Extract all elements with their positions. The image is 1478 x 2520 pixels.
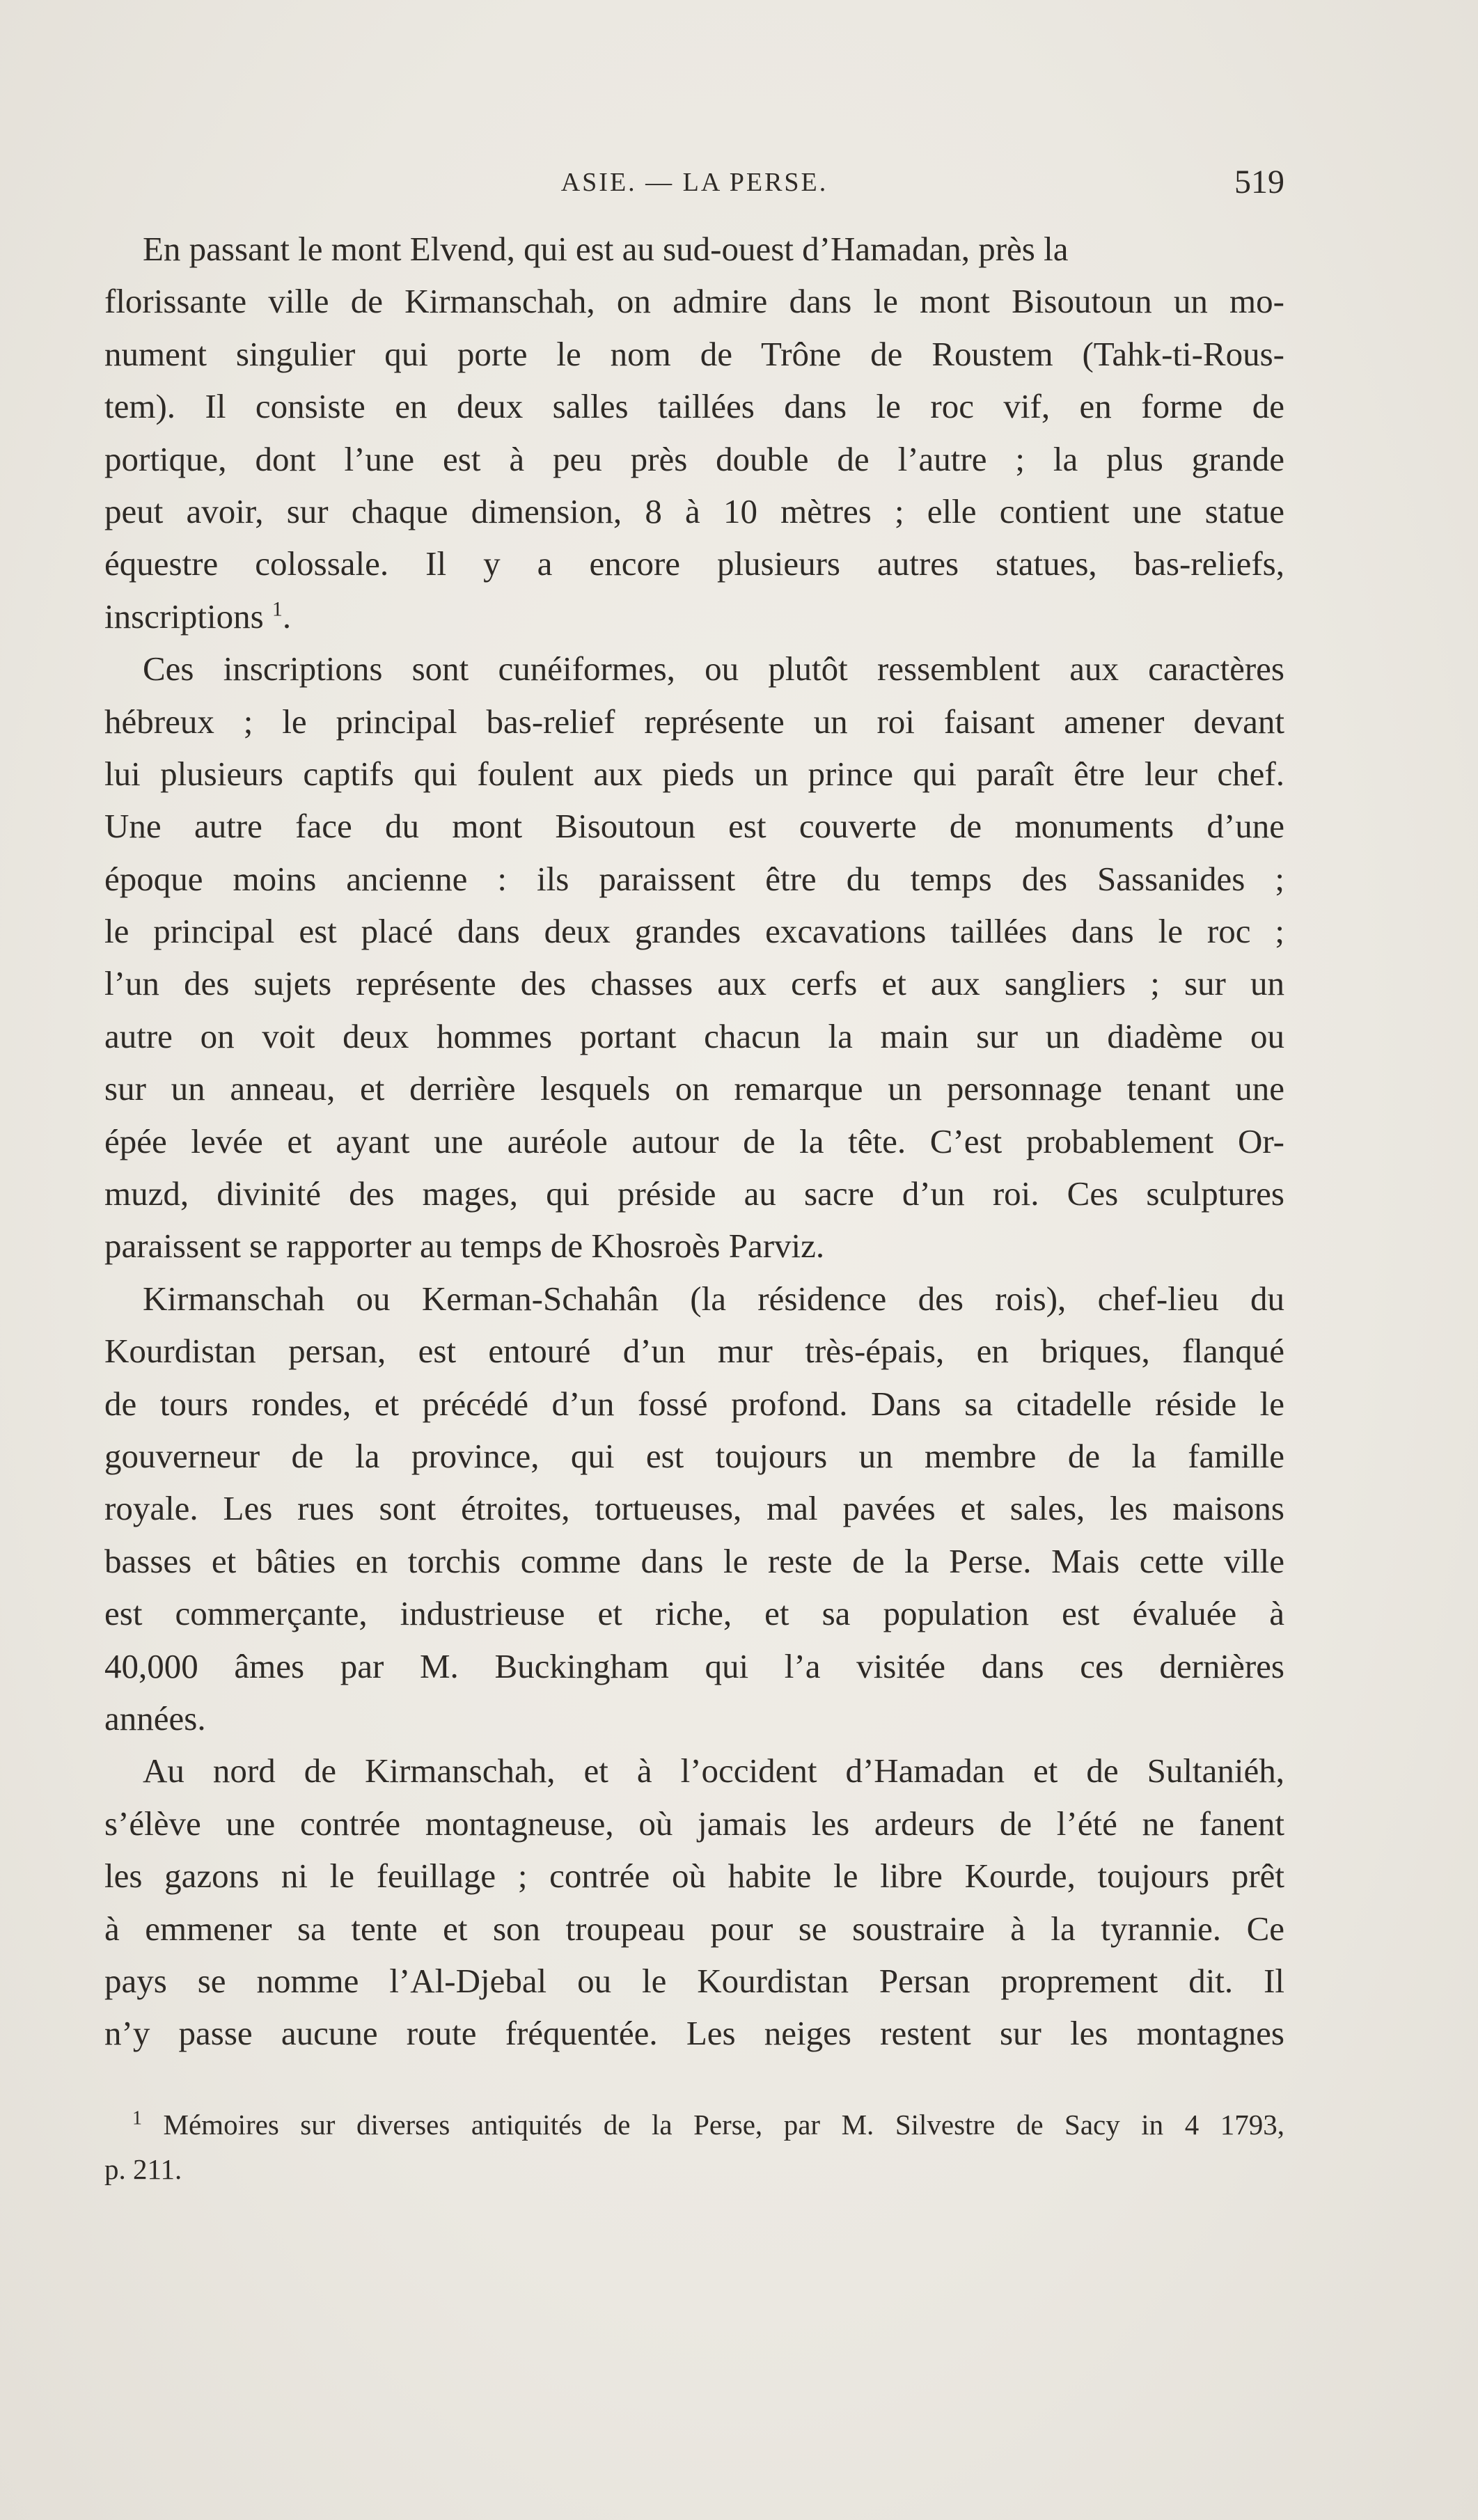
text-line: Une autre face du mont Bisoutoun est couverte de monuments d’une — [104, 807, 1284, 846]
text-line: nument singulier qui porte le nom de Trône de Roustem (Tahk-ti-Rous- — [104, 334, 1284, 373]
footnotes — [104, 2102, 1284, 2191]
text-line: portique, dont l’une est à peu près double de l’autre ; la plus grande — [104, 439, 1284, 478]
text-line: l’un des sujets représente des chasses aux cerfs et aux sangliers ; sur un — [104, 964, 1284, 1003]
text-line: gouverneur de la province, qui est toujours un membre de la famille — [104, 1436, 1284, 1475]
text-line: est commerçante, industrieuse et riche, et sa population est évaluée à — [104, 1594, 1284, 1633]
text-line: sur un anneau, et derrière lesquels on remarque un personnage tenant une — [104, 1069, 1284, 1108]
text-line: Ces inscriptions sont cunéiformes, ou plutôt ressemblent aux caractères — [143, 649, 1284, 688]
text-line: royale. Les rues sont étroites, tortueuses, mal pavées et sales, les maisons — [104, 1489, 1284, 1528]
text-line: les gazons ni le feuillage ; contrée où habite le libre Kourde, toujours prêt — [104, 1857, 1284, 1896]
text-line: Kirmanschah ou Kerman-Schahân (la résidence des rois), chef-lieu du — [143, 1279, 1284, 1318]
text-line: épée levée et ayant une auréole autour de la tête. C’est probablement Or- — [104, 1121, 1284, 1160]
running-title: ASIE. — LA PERSE. — [560, 168, 828, 197]
text-line: hébreux ; le principal bas-relief représente un roi faisant amener devant — [104, 702, 1284, 741]
footnote-reference: 1 — [272, 597, 283, 621]
text-line: équestre colossale. Il y a encore plusieurs autres statues, bas-reliefs, — [104, 544, 1284, 583]
text-line: lui plusieurs captifs qui foulent aux pieds un prince qui paraît être leur chef. — [104, 754, 1284, 793]
text-line: En passant le mont Elvend, qui est au sud-ouest d’Hamadan, près la — [143, 230, 1069, 268]
footnote-line: $^1$ Mémoires sur diverses antiquités de la Perse, par M. Silvestre de Sacy in 4 1793, — [132, 2107, 1284, 2141]
page-number: 519 — [1234, 164, 1284, 200]
text-line: s’élève une contrée montagneuse, où jamais les ardeurs de l’été ne fanent — [104, 1804, 1284, 1843]
text-line: n’y passe aucune route fréquentée. Les neiges restent sur les montagnes — [104, 2014, 1284, 2053]
text-line: inscriptions $^1$. — [104, 597, 292, 636]
text-line: muzd, divinité des mages, qui préside au sacre d’un roi. Ces sculptures — [104, 1174, 1284, 1213]
text-line: de tours rondes, et précédé d’un fossé profond. Dans sa citadelle réside le — [104, 1384, 1284, 1423]
text-line: autre on voit deux hommes portant chacun la main sur un diadème ou — [104, 1016, 1284, 1055]
text-line: paraissent se rapporter au temps de Khosroès Parviz. — [104, 1227, 825, 1266]
text-line: années. — [104, 1699, 206, 1738]
text-line: époque moins ancienne : ils paraissent être du temps des Sassanides ; — [104, 859, 1284, 898]
body-text — [104, 223, 1284, 2060]
footnote-marker: 1 — [132, 2107, 142, 2129]
text-line: peut avoir, sur chaque dimension, 8 à 10 mètres ; elle contient une statue — [104, 491, 1284, 530]
text-line: florissante ville de Kirmanschah, on admire dans le mont Bisoutoun un mo- — [104, 282, 1284, 321]
text-line: 40,000 âmes par M. Buckingham qui l’a visitée dans ces dernières — [104, 1646, 1284, 1685]
text-line: à emmener sa tente et son troupeau pour se soustraire à la tyrannie. Ce — [104, 1909, 1284, 1948]
text-line: pays se nomme l’Al-Djebal ou le Kourdistan Persan proprement dit. Il — [104, 1961, 1284, 2000]
text-line: Au nord de Kirmanschah, et à l’occident d’Hamadan et de Sultaniéh, — [143, 1751, 1284, 1790]
text-line: tem). Il consiste en deux salles taillées dans le roc vif, en forme de — [104, 387, 1284, 426]
page-header — [104, 162, 1284, 203]
text-line: Kourdistan persan, est entouré d’un mur très-épais, en briques, flanqué — [104, 1332, 1284, 1371]
footnote-line: p. 211. — [104, 2153, 182, 2185]
text-line: le principal est placé dans deux grandes excavations taillées dans le roc ; — [104, 912, 1284, 951]
text-line: basses et bâties en torchis comme dans le reste de la Perse. Mais cette ville — [104, 1541, 1284, 1580]
